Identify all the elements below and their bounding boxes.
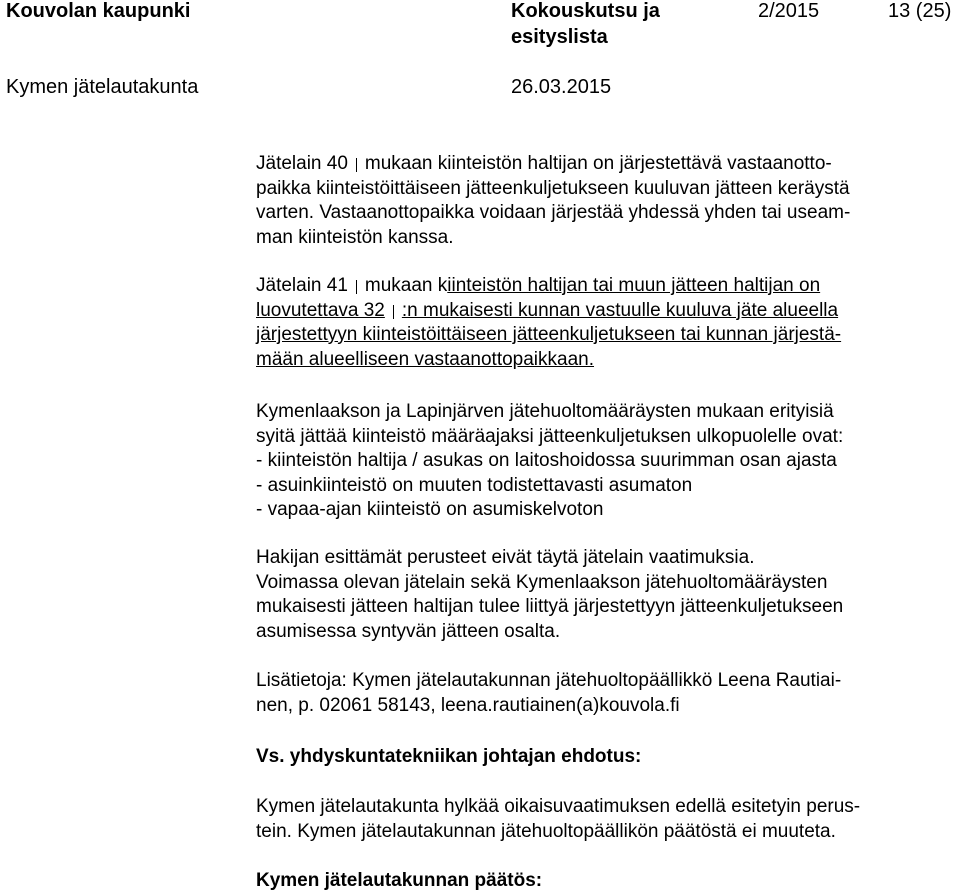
text-line: Voimassa olevan jätelain sekä Kymenlaakson jätehuoltomääräysten xyxy=(256,571,828,593)
committee-name: Kymen jätelautakunta xyxy=(6,76,199,98)
text-line: tein. Kymen jätelautakunnan jätehuoltopäällikön päätöstä ei muuteta. xyxy=(256,820,836,842)
paragraph-proposal xyxy=(256,795,936,844)
text-line: Kymen jätelautakunta hylkää oikaisuvaatimuksen edellä esitetyin perus- xyxy=(256,796,861,817)
text-line: syitä jättää kiinteistö määräajaksi jätteenkuljetuksen ulkopuolelle ovat: xyxy=(256,425,844,447)
text-line: Jätelain 41 mukaan kiinteistön haltijan tai muun jätteen haltijan on xyxy=(256,275,821,296)
paragraph-grounds-assessment xyxy=(256,546,936,644)
text-line: Hakijan esittämät perusteet eivät täytä jätelain vaatimuksia. xyxy=(256,547,755,568)
text-line: Jätelain 40 mukaan kiinteistön haltijan on järjestettävä vastaanotto- xyxy=(256,153,832,174)
text-line: Kymenlaakson ja Lapinjärven jätehuoltomääräysten mukaan erityisiä xyxy=(256,401,834,422)
paragraph-waste-act-40 xyxy=(256,152,936,250)
document-type-line-1: Kokouskutsu ja xyxy=(511,0,660,22)
list-item: - vapaa-ajan kiinteistö on asumiskelvoton xyxy=(256,499,604,520)
paragraph-waste-act-41 xyxy=(256,274,936,372)
list-item: - asuinkiinteistö on muuten todistettavasti asumaton xyxy=(256,474,693,496)
text-line: mukaisesti jätteen haltijan tulee liittyä järjestettyyn jätteenkuljetukseen xyxy=(256,596,844,617)
text-line: mään alueelliseen vastaanottopaikkaan. xyxy=(256,348,595,370)
decision-heading: Kymen jätelautakunnan päätös: xyxy=(256,870,543,891)
organization-name: Kouvolan kaupunki xyxy=(6,0,191,22)
section-mark-icon xyxy=(353,280,360,294)
text-line: man kiinteistön kanssa. xyxy=(256,226,454,248)
text-line: järjestettyyn kiinteistöittäiseen jätteenkuljetukseen tai kunnan järjestä- xyxy=(256,324,842,345)
list-item: - kiinteistön haltija / asukas on laitoshoidossa suurimman osan ajasta xyxy=(256,450,837,471)
text-line: Lisätietoja: Kymen jätelautakunnan jätehuoltopäällikkö Leena Rautiai- xyxy=(256,670,842,691)
section-mark-icon xyxy=(390,305,397,319)
paragraph-more-information xyxy=(256,669,936,718)
document-type-line-2: esityslista xyxy=(511,26,608,48)
text-line: varten. Vastaanottopaikka voidaan järjestää yhdessä yhden tai useam- xyxy=(256,202,851,223)
text-line: luovutettava 32 :n mukaisesti kunnan vastuulle kuuluva jäte alueella xyxy=(256,299,839,321)
page-number: 13 (25) xyxy=(888,0,952,22)
meeting-date: 26.03.2015 xyxy=(511,76,612,98)
proposal-heading: Vs. yhdyskuntatekniikan johtajan ehdotus: xyxy=(256,746,642,767)
text-line: paikka kiinteistöittäiseen jätteenkuljetukseen kuuluvan jätteen keräystä xyxy=(256,177,850,199)
text-line: nen, p. 02061 58143, leena.rautiainen(a)kouvola.fi xyxy=(256,694,680,716)
text-line: asumisessa syntyvän jätteen osalta. xyxy=(256,620,561,642)
paragraph-waste-regulations xyxy=(256,400,936,523)
meeting-number: 2/2015 xyxy=(758,0,820,22)
section-mark-icon xyxy=(353,158,360,172)
